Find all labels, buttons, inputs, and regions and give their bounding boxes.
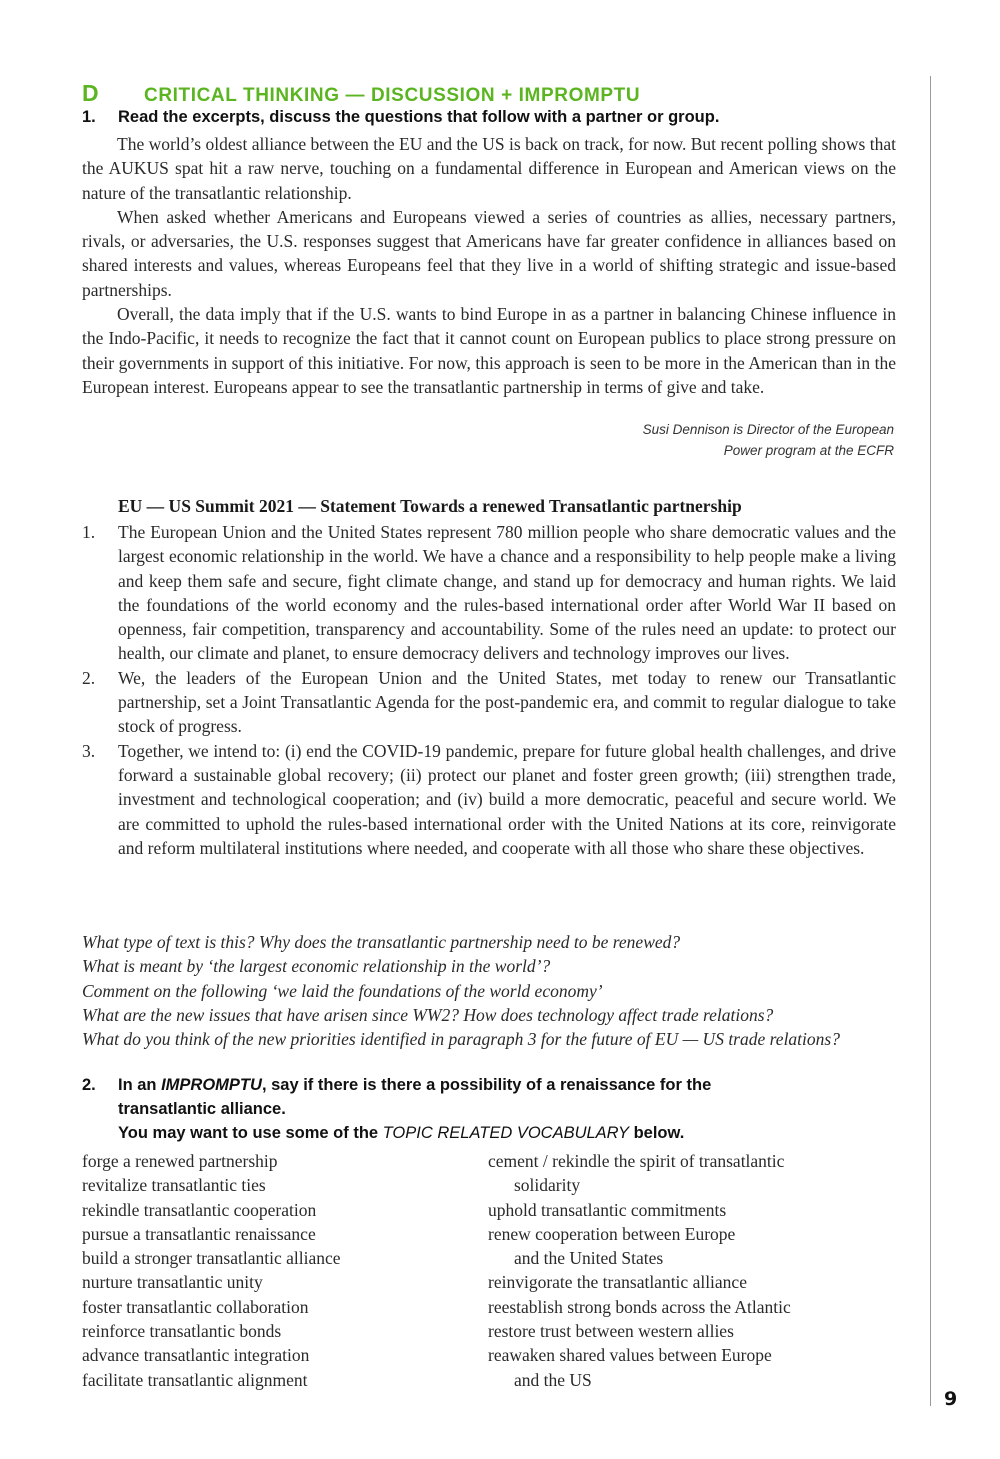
vocabulary-item	[488, 1295, 791, 1319]
vocabulary-item	[488, 1343, 791, 1392]
vocabulary-list-right	[488, 1149, 791, 1392]
impromptu-emphasis: IMPROMPTU	[161, 1076, 262, 1094]
item-number: 1.	[82, 522, 96, 542]
section-letter: D	[82, 80, 100, 106]
excerpt-paragraph: When asked whether Americans and Europeans viewed a series of countries as allies, necessary partners, rivals, or adversaries, the U.S. responses suggest that Americans have far greater confidence in alliances based on shared interests and values, whereas Europeans feel that they live in a world of shifting strategic and issue-based partnerships.	[82, 206, 896, 300]
summit-statement-item	[82, 739, 896, 860]
summit-statement-list	[82, 520, 896, 860]
vocabulary-item: forge a renewed partnership	[82, 1151, 278, 1171]
attribution-line: Power program at the ECFR	[723, 443, 894, 458]
vocabulary-item: advance transatlantic integration	[82, 1345, 310, 1366]
vocabulary-item	[488, 1198, 791, 1222]
task-1-instruction	[82, 108, 719, 127]
task-text: You may want to use some of the	[118, 1124, 383, 1142]
summit-statement-item	[82, 520, 896, 666]
summit-statement-item	[82, 666, 896, 739]
task-vocab-prompt	[82, 1121, 711, 1145]
vocabulary-item	[488, 1222, 791, 1271]
vocabulary-item: pursue a transatlantic renaissance	[82, 1223, 316, 1244]
item-text: We, the leaders of the European Union and the United States, met today to renew our Transatlantic partnership, set a Joint Transatlantic Agenda for the post-pandemic era, and commit to regular dialogue to take stock of progress.	[118, 667, 896, 737]
vocabulary-list-left	[82, 1149, 341, 1392]
vocabulary-text: reawaken shared values between Europe	[488, 1345, 772, 1366]
vocabulary-text: renew cooperation between Europe	[488, 1223, 736, 1244]
vocabulary-item: rekindle transatlantic cooperation	[82, 1199, 317, 1220]
vocabulary-text: uphold transatlantic commitments	[488, 1199, 727, 1220]
discussion-questions	[82, 930, 922, 1051]
vocabulary-item	[488, 1319, 791, 1343]
task-text: Read the excerpts, discuss the questions that follow with a partner or group.	[118, 108, 720, 126]
vocabulary-text-continued: solidarity	[514, 1175, 581, 1196]
vocabulary-emphasis: TOPIC RELATED VOCABULARY	[382, 1124, 629, 1142]
discussion-question: What is meant by ‘the largest economic relationship in the world’?	[82, 956, 551, 977]
item-number: 2.	[82, 667, 96, 688]
discussion-question: Comment on the following ‘we laid the foundations of the world economy’	[82, 980, 603, 1001]
vocabulary-item: reinforce transatlantic bonds	[82, 1321, 282, 1342]
vocabulary-text: reestablish strong bonds across the Atlantic	[488, 1296, 791, 1317]
vocabulary-item: facilitate transatlantic alignment	[82, 1369, 308, 1390]
task-number: 2.	[82, 1076, 96, 1094]
vocabulary-text-continued: and the US	[514, 1369, 592, 1390]
vocabulary-item: revitalize transatlantic ties	[82, 1175, 266, 1196]
page-margin-rule	[930, 76, 931, 1406]
vocabulary-text: reinvigorate the transatlantic alliance	[488, 1272, 747, 1293]
section-heading	[82, 80, 640, 107]
discussion-question: What type of text is this? Why does the transatlantic partnership need to be renewed?	[82, 932, 681, 952]
task-number: 1.	[82, 108, 96, 126]
excerpt-paragraph: Overall, the data imply that if the U.S. wants to bind Europe in as a partner in balancing Chinese influence in the Indo-Pacific, it needs to recognize the fact that it cannot count on European publics to place strong pressure on their governments in support of this initiative. For now, this approach is seen to be more in the American than in the European interest. Europeans appear to see the transatlantic partnership in terms of give and take.	[82, 304, 896, 397]
excerpt-article	[82, 132, 896, 399]
summit-statement-title: EU — US Summit 2021 — Statement Towards a renewed Transatlantic partnership	[118, 496, 742, 516]
task-2-instruction	[82, 1073, 711, 1145]
vocabulary-item: build a stronger transatlantic alliance	[82, 1248, 341, 1269]
vocabulary-item	[488, 1270, 791, 1294]
discussion-question: What do you think of the new priorities identified in paragraph 3 for the future of EU — US trade relations?	[82, 1029, 840, 1050]
vocabulary-text-continued: and the United States	[514, 1248, 664, 1269]
item-number: 3.	[82, 740, 96, 761]
vocabulary-item: nurture transatlantic unity	[82, 1272, 263, 1293]
item-text: The European Union and the United States represent 780 million people who share democratic values and the largest economic relationship in the world. We have a chance and a responsibility to help people make a living and keep them safe and secure, fight climate change, and stand up for democracy and human rights. We laid the foundations of the world economy and the rules-based international order after World War II based on openness, fair competition, transparency and accountability. Some of the rules need an update: to protect our health, our climate and planet, to ensure democracy delivers and technology improves our lives.	[118, 522, 896, 664]
attribution-line: Susi Dennison is Director of the European	[642, 422, 894, 437]
vocabulary-item	[488, 1149, 791, 1198]
excerpt-attribution	[643, 419, 894, 461]
task-text: , say if there is there a possibility of a renaissance for the	[261, 1076, 712, 1094]
excerpt-paragraph: The world’s oldest alliance between the EU and the US is back on track, for now. But recent polling shows that the AUKUS spat hit a raw nerve, touching on a fundamental difference in European and American views on the nature of the transatlantic relationship.	[82, 134, 896, 203]
discussion-question: What are the new issues that have arisen since WW2? How does technology affect trade relations?	[82, 1004, 774, 1025]
vocabulary-item: foster transatlantic collaboration	[82, 1296, 309, 1317]
page-number: 9	[944, 1388, 958, 1410]
task-text: In an	[118, 1076, 162, 1094]
section-title: CRITICAL THINKING — DISCUSSION + IMPROMPTU	[144, 85, 641, 106]
task-text: below.	[629, 1124, 685, 1142]
vocabulary-text: restore trust between western allies	[488, 1321, 734, 1342]
item-text: Together, we intend to: (i) end the COVID-19 pandemic, prepare for future global health challenges, and drive forward a sustainable global recovery; (ii) protect our planet and foster green growth; (iii) strengthen trade, investment and technological cooperation; and (iv) build a more democratic, peaceful and secure world. We are committed to uphold the rules-based international order with the United Nations at its core, reinvigorate and reform multilateral institutions where needed, and cooperate with all those who share these objectives.	[118, 740, 896, 858]
task-text: transatlantic alliance.	[118, 1100, 286, 1118]
vocabulary-text: cement / rekindle the spirit of transatlantic	[488, 1151, 785, 1171]
